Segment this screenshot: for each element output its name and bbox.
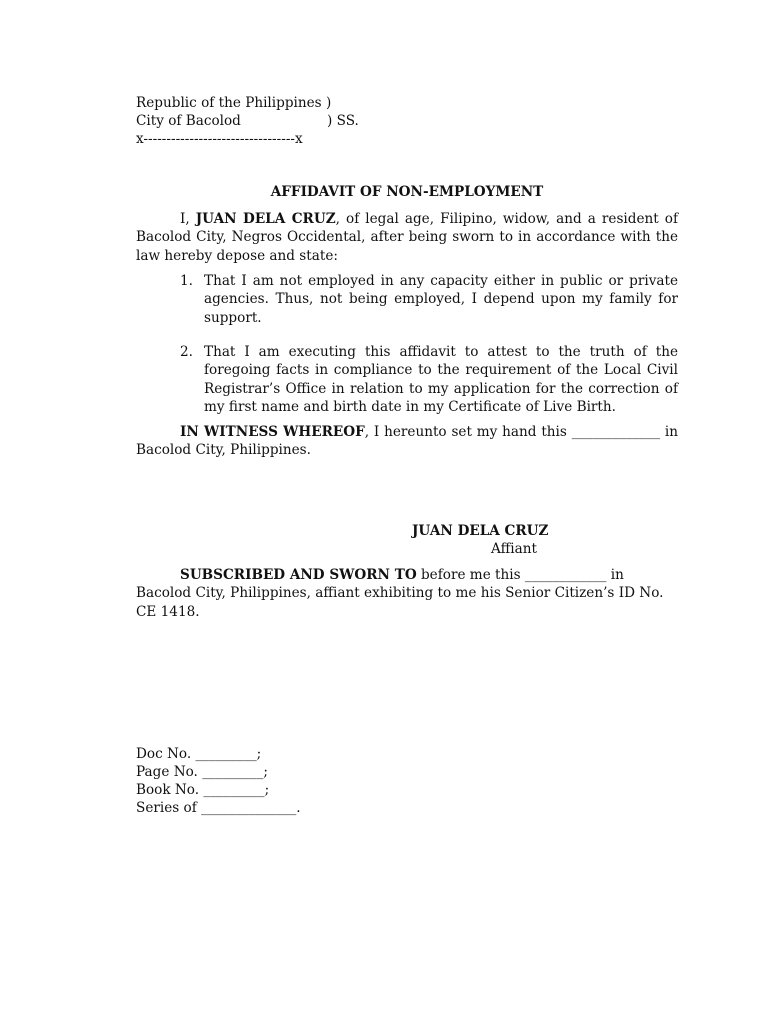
jurat-lead: SUBSCRIBED AND SWORN TO	[180, 567, 417, 583]
caption-separator: x---------------------------------x	[136, 131, 303, 147]
list-item-number: 1.	[180, 273, 193, 289]
intro-paragraph	[136, 210, 678, 265]
intro-rest: , of legal age, Filipino, widow, and a resident of Bacolod City, Negros Occidental, after being sworn to in accordance with the law hereby depose and state:	[136, 211, 678, 264]
intro-prefix: I,	[180, 211, 196, 227]
caption-city: City of Bacolod	[136, 113, 241, 129]
notarial-book-no: Book No. _________;	[136, 782, 270, 798]
jurat-paragraph	[136, 566, 666, 621]
list-item-text: That I am executing this affidavit to attest to the truth of the foregoing facts in compliance to the requirement of the Local Civil Registrar’s Office in relation to my application for the correction of my first name and birth date in my Certificate of Live Birth.	[204, 344, 678, 415]
list-item	[180, 343, 678, 416]
list-item-text: That I am not employed in any capacity either in public or private agencies. Thus, not being employed, I depend upon my family for support.	[204, 273, 678, 326]
witness-rest: , I hereunto set my hand this _____________ in Bacolod City, Philippines.	[136, 424, 678, 459]
signature-role: Affiant	[491, 541, 537, 557]
document-title: AFFIDAVIT OF NON-EMPLOYMENT	[270, 184, 544, 200]
affiant-name-inline: JUAN DELA CRUZ	[195, 211, 336, 227]
witness-paragraph	[136, 423, 678, 460]
caption-republic: Republic of the Philippines )	[136, 95, 332, 111]
witness-lead: IN WITNESS WHEREOF	[180, 424, 365, 440]
signature-name: JUAN DELA CRUZ	[412, 523, 549, 539]
notarial-page-no: Page No. _________;	[136, 764, 268, 780]
notarial-doc-no: Doc No. _________;	[136, 746, 262, 762]
list-item-number: 2.	[180, 344, 193, 360]
notarial-series: Series of ______________.	[136, 800, 301, 816]
list-item	[180, 272, 678, 327]
caption-ss: ) SS.	[327, 113, 359, 129]
jurat-rest: before me this ____________ in Bacolod City, Philippines, affiant exhibiting to me his Senior Citizen’s ID No. CE 1418.	[136, 567, 664, 620]
